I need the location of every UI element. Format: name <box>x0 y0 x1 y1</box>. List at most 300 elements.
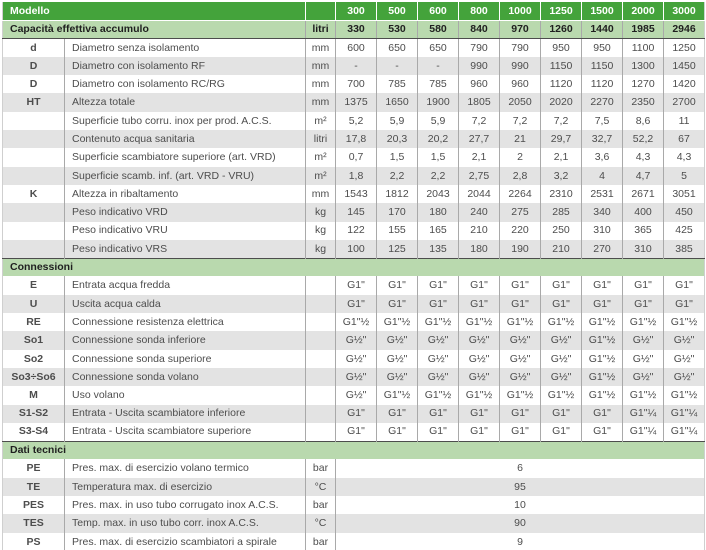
row-label: Entrata - Uscita scambiatore superiore <box>65 423 306 441</box>
row-span-value: 90 <box>336 514 705 532</box>
cell-value: 2044 <box>459 185 500 203</box>
cell-value: G1" <box>500 295 541 313</box>
capacity-label: Capacità effettiva accumulo <box>3 20 306 38</box>
unit-column-header <box>306 2 336 20</box>
row-symbol: d <box>3 39 65 57</box>
table-row <box>3 295 705 313</box>
row-unit: °C <box>306 478 336 496</box>
cell-value: G½" <box>336 331 377 349</box>
model-column-header: 1500 <box>582 2 623 20</box>
row-label: Temp. max. in uso tubo corr. inox A.C.S. <box>65 514 306 532</box>
cell-value: G1" <box>418 405 459 423</box>
cell-value: 7,5 <box>582 112 623 130</box>
cell-value: G1" <box>418 295 459 313</box>
cell-value: G1"½ <box>582 350 623 368</box>
row-symbol: So3÷So6 <box>3 368 65 386</box>
row-symbol: PE <box>3 459 65 477</box>
cell-value: 1250 <box>664 39 705 57</box>
cell-value: 210 <box>541 240 582 258</box>
row-unit: m² <box>306 112 336 130</box>
model-column-header: 3000 <box>664 2 705 20</box>
table-row <box>3 331 705 349</box>
cell-value: G½" <box>500 368 541 386</box>
cell-value: 4,7 <box>623 167 664 185</box>
cell-value: G1" <box>664 276 705 294</box>
row-span-value: 10 <box>336 496 705 514</box>
capacity-value: 330 <box>336 20 377 38</box>
cell-value: 3,6 <box>582 148 623 166</box>
cell-value: 180 <box>459 240 500 258</box>
cell-value: 1812 <box>377 185 418 203</box>
cell-value: G1"½ <box>459 313 500 331</box>
cell-value: G½" <box>664 331 705 349</box>
cell-value: 4,3 <box>623 148 664 166</box>
row-unit <box>306 295 336 313</box>
cell-value: - <box>418 57 459 75</box>
row-symbol <box>3 148 65 166</box>
cell-value: 2043 <box>418 185 459 203</box>
cell-value: 2,8 <box>500 167 541 185</box>
cell-value: 960 <box>459 75 500 93</box>
cell-value: 1,8 <box>336 167 377 185</box>
row-label: Diametro con isolamento RF <box>65 57 306 75</box>
cell-value: G1" <box>336 405 377 423</box>
table-row <box>3 478 705 496</box>
row-label: Pres. max. di esercizio volano termico <box>65 459 306 477</box>
cell-value: G½" <box>459 368 500 386</box>
cell-value: - <box>336 57 377 75</box>
cell-value: 990 <box>500 57 541 75</box>
cell-value: 4,3 <box>664 148 705 166</box>
table-row <box>3 185 705 203</box>
section-header-row <box>3 441 705 459</box>
cell-value: G½" <box>336 386 377 404</box>
row-unit <box>306 276 336 294</box>
cell-value: 285 <box>541 203 582 221</box>
table-row <box>3 386 705 404</box>
section-header-row <box>3 258 705 276</box>
cell-value: 700 <box>336 75 377 93</box>
row-label: Entrata - Uscita scambiatore inferiore <box>65 405 306 423</box>
cell-value: 2700 <box>664 93 705 111</box>
cell-value: G1"½ <box>500 313 541 331</box>
cell-value: 8,6 <box>623 112 664 130</box>
cell-value: G1" <box>459 423 500 441</box>
cell-value: G1" <box>623 295 664 313</box>
cell-value: 2270 <box>582 93 623 111</box>
cell-value: G1" <box>336 423 377 441</box>
row-unit <box>306 313 336 331</box>
cell-value: 240 <box>459 203 500 221</box>
cell-value: G½" <box>418 350 459 368</box>
cell-value: 385 <box>664 240 705 258</box>
cell-value: 1,5 <box>418 148 459 166</box>
cell-value: 990 <box>459 57 500 75</box>
table-row <box>3 222 705 240</box>
cell-value: G½" <box>541 331 582 349</box>
row-unit: mm <box>306 75 336 93</box>
row-unit <box>306 331 336 349</box>
cell-value: 2 <box>500 148 541 166</box>
cell-value: 310 <box>623 240 664 258</box>
row-unit <box>306 386 336 404</box>
table-row <box>3 203 705 221</box>
cell-value: 210 <box>459 222 500 240</box>
cell-value: 650 <box>377 39 418 57</box>
cell-value: G1"½ <box>582 313 623 331</box>
cell-value: G½" <box>377 350 418 368</box>
cell-value: G1"¼ <box>664 405 705 423</box>
cell-value: G1" <box>377 405 418 423</box>
cell-value: 950 <box>541 39 582 57</box>
cell-value: 1543 <box>336 185 377 203</box>
table-row <box>3 313 705 331</box>
cell-value: 52,2 <box>623 130 664 148</box>
cell-value: G½" <box>664 368 705 386</box>
cell-value: G1"½ <box>582 386 623 404</box>
cell-value: 4 <box>582 167 623 185</box>
cell-value: G1" <box>541 295 582 313</box>
cell-value: G1"½ <box>418 386 459 404</box>
row-unit: mm <box>306 39 336 57</box>
cell-value: G½" <box>541 368 582 386</box>
cell-value: 2350 <box>623 93 664 111</box>
row-label: Temperatura max. di esercizio <box>65 478 306 496</box>
row-symbol: TE <box>3 478 65 496</box>
table-row <box>3 276 705 294</box>
cell-value: G½" <box>459 331 500 349</box>
cell-value: 1420 <box>664 75 705 93</box>
row-label: Diametro con isolamento RC/RG <box>65 75 306 93</box>
cell-value: 2,1 <box>459 148 500 166</box>
cell-value: G1"½ <box>582 331 623 349</box>
model-column-header: 300 <box>336 2 377 20</box>
cell-value: 1805 <box>459 93 500 111</box>
cell-value: 7,2 <box>459 112 500 130</box>
cell-value: G1"½ <box>377 313 418 331</box>
cell-value: G1"½ <box>623 386 664 404</box>
cell-value: G½" <box>418 331 459 349</box>
row-symbol: U <box>3 295 65 313</box>
row-unit <box>306 405 336 423</box>
cell-value: G½" <box>336 368 377 386</box>
cell-value: G1" <box>377 423 418 441</box>
table-row <box>3 514 705 532</box>
cell-value: 425 <box>664 222 705 240</box>
table-row <box>3 112 705 130</box>
row-unit: m² <box>306 167 336 185</box>
row-unit: litri <box>306 20 336 38</box>
row-label: Peso indicativo VRS <box>65 240 306 258</box>
cell-value: 950 <box>582 39 623 57</box>
cell-value: 785 <box>377 75 418 93</box>
row-label: Connessione sonda superiore <box>65 350 306 368</box>
table-row <box>3 423 705 441</box>
row-symbol: So1 <box>3 331 65 349</box>
cell-value: 2531 <box>582 185 623 203</box>
cell-value: 20,2 <box>418 130 459 148</box>
row-unit: mm <box>306 93 336 111</box>
cell-value: G½" <box>664 350 705 368</box>
cell-value: G1" <box>336 295 377 313</box>
row-unit: kg <box>306 222 336 240</box>
row-unit: mm <box>306 57 336 75</box>
table-row <box>3 57 705 75</box>
row-label: Superficie scamb. inf. (art. VRD - VRU) <box>65 167 306 185</box>
row-symbol: TES <box>3 514 65 532</box>
cell-value: G1"½ <box>582 368 623 386</box>
cell-value: G1"½ <box>541 386 582 404</box>
row-span-value: 9 <box>336 533 705 550</box>
cell-value: 100 <box>336 240 377 258</box>
cell-value: G1" <box>541 276 582 294</box>
cell-value: 7,2 <box>500 112 541 130</box>
capacity-value: 580 <box>418 20 459 38</box>
cell-value: 3,2 <box>541 167 582 185</box>
row-label: Peso indicativo VRD <box>65 203 306 221</box>
row-label: Uscita acqua calda <box>65 295 306 313</box>
cell-value: G1"½ <box>664 313 705 331</box>
table-row <box>3 459 705 477</box>
table-row <box>3 350 705 368</box>
row-label: Superficie scambiatore superiore (art. VRD) <box>65 148 306 166</box>
cell-value: 275 <box>500 203 541 221</box>
cell-value: G1" <box>459 405 500 423</box>
cell-value: 1100 <box>623 39 664 57</box>
cell-value: 1650 <box>377 93 418 111</box>
model-column-header: 600 <box>418 2 459 20</box>
cell-value: 5,2 <box>336 112 377 130</box>
row-unit: kg <box>306 240 336 258</box>
cell-value: G½" <box>500 331 541 349</box>
capacity-row <box>3 20 705 38</box>
cell-value: 2310 <box>541 185 582 203</box>
row-symbol <box>3 167 65 185</box>
cell-value: 29,7 <box>541 130 582 148</box>
cell-value: G1" <box>500 276 541 294</box>
cell-value: G1" <box>582 276 623 294</box>
section-title: Connessioni <box>3 258 705 276</box>
row-symbol: PES <box>3 496 65 514</box>
cell-value: 365 <box>623 222 664 240</box>
row-symbol: So2 <box>3 350 65 368</box>
cell-value: G1"½ <box>459 386 500 404</box>
cell-value: 155 <box>377 222 418 240</box>
row-symbol: S3-S4 <box>3 423 65 441</box>
cell-value: G½" <box>500 350 541 368</box>
table-row <box>3 148 705 166</box>
cell-value: G1"¼ <box>664 423 705 441</box>
row-symbol: E <box>3 276 65 294</box>
cell-value: 1300 <box>623 57 664 75</box>
table-row <box>3 405 705 423</box>
row-unit: kg <box>306 203 336 221</box>
cell-value: G1" <box>500 405 541 423</box>
cell-value: G1"½ <box>418 313 459 331</box>
row-symbol: S1-S2 <box>3 405 65 423</box>
cell-value: 21 <box>500 130 541 148</box>
row-label: Connessione sonda inferiore <box>65 331 306 349</box>
capacity-value: 1440 <box>582 20 623 38</box>
cell-value: G1" <box>418 276 459 294</box>
row-unit: litri <box>306 130 336 148</box>
cell-value: 250 <box>541 222 582 240</box>
row-unit <box>306 350 336 368</box>
row-label: Diametro senza isolamento <box>65 39 306 57</box>
cell-value: 450 <box>664 203 705 221</box>
cell-value: 67 <box>664 130 705 148</box>
cell-value: 2,75 <box>459 167 500 185</box>
table-title: Modello <box>3 2 306 20</box>
cell-value: 1900 <box>418 93 459 111</box>
cell-value: 2671 <box>623 185 664 203</box>
cell-value: 180 <box>418 203 459 221</box>
cell-value: 135 <box>418 240 459 258</box>
table-row <box>3 93 705 111</box>
cell-value: 790 <box>459 39 500 57</box>
cell-value: G½" <box>623 350 664 368</box>
capacity-value: 1985 <box>623 20 664 38</box>
cell-value: G½" <box>336 350 377 368</box>
row-unit: bar <box>306 533 336 550</box>
cell-value: 2050 <box>500 93 541 111</box>
row-label: Contenuto acqua sanitaria <box>65 130 306 148</box>
cell-value: 400 <box>623 203 664 221</box>
row-label: Superficie tubo corru. inox per prod. A.C.S. <box>65 112 306 130</box>
row-symbol: HT <box>3 93 65 111</box>
cell-value: 310 <box>582 222 623 240</box>
cell-value: 790 <box>500 39 541 57</box>
row-symbol: D <box>3 75 65 93</box>
cell-value: 2264 <box>500 185 541 203</box>
row-unit: bar <box>306 459 336 477</box>
cell-value: 1120 <box>541 75 582 93</box>
cell-value: 1270 <box>623 75 664 93</box>
row-symbol: RE <box>3 313 65 331</box>
cell-value: G1"½ <box>541 313 582 331</box>
cell-value: G½" <box>377 368 418 386</box>
cell-value: 122 <box>336 222 377 240</box>
cell-value: G1" <box>623 276 664 294</box>
model-column-header: 800 <box>459 2 500 20</box>
cell-value: G1"½ <box>336 313 377 331</box>
cell-value: G1" <box>664 295 705 313</box>
cell-value: G½" <box>623 368 664 386</box>
table-row <box>3 240 705 258</box>
row-symbol: M <box>3 386 65 404</box>
cell-value: G1" <box>582 423 623 441</box>
row-symbol <box>3 130 65 148</box>
row-label: Connessione resistenza elettrica <box>65 313 306 331</box>
cell-value: G½" <box>418 368 459 386</box>
table-row <box>3 39 705 57</box>
cell-value: G1" <box>541 405 582 423</box>
capacity-value: 530 <box>377 20 418 38</box>
row-label: Pres. max. in uso tubo corrugato inox A.C.S. <box>65 496 306 514</box>
cell-value: G1"½ <box>500 386 541 404</box>
cell-value: 20,3 <box>377 130 418 148</box>
cell-value: 3051 <box>664 185 705 203</box>
table-row <box>3 167 705 185</box>
cell-value: 2,2 <box>377 167 418 185</box>
cell-value: 960 <box>500 75 541 93</box>
cell-value: G½" <box>377 331 418 349</box>
capacity-value: 840 <box>459 20 500 38</box>
cell-value: 0,7 <box>336 148 377 166</box>
cell-value: 270 <box>582 240 623 258</box>
row-symbol: PS <box>3 533 65 550</box>
table-row <box>3 130 705 148</box>
cell-value: G1" <box>582 405 623 423</box>
cell-value: G1"½ <box>623 313 664 331</box>
cell-value: 190 <box>500 240 541 258</box>
cell-value: 1150 <box>541 57 582 75</box>
cell-value: 600 <box>336 39 377 57</box>
cell-value: G1" <box>418 423 459 441</box>
cell-value: 650 <box>418 39 459 57</box>
row-span-value: 95 <box>336 478 705 496</box>
cell-value: 7,2 <box>541 112 582 130</box>
model-column-header: 1250 <box>541 2 582 20</box>
row-symbol <box>3 203 65 221</box>
cell-value: 27,7 <box>459 130 500 148</box>
cell-value: 11 <box>664 112 705 130</box>
capacity-value: 2946 <box>664 20 705 38</box>
table-row <box>3 496 705 514</box>
row-unit <box>306 423 336 441</box>
cell-value: G1"¼ <box>623 405 664 423</box>
cell-value: 125 <box>377 240 418 258</box>
row-unit <box>306 368 336 386</box>
row-span-value: 6 <box>336 459 705 477</box>
model-column-header: 2000 <box>623 2 664 20</box>
cell-value: 5,9 <box>418 112 459 130</box>
row-unit: m² <box>306 148 336 166</box>
cell-value: G1" <box>541 423 582 441</box>
row-label: Peso indicativo VRU <box>65 222 306 240</box>
row-unit: bar <box>306 496 336 514</box>
cell-value: 340 <box>582 203 623 221</box>
cell-value: 5 <box>664 167 705 185</box>
capacity-value: 970 <box>500 20 541 38</box>
cell-value: 1375 <box>336 93 377 111</box>
cell-value: 5,9 <box>377 112 418 130</box>
cell-value: G1" <box>459 295 500 313</box>
cell-value: 1150 <box>582 57 623 75</box>
cell-value: 785 <box>418 75 459 93</box>
cell-value: G1" <box>377 276 418 294</box>
cell-value: G1" <box>582 295 623 313</box>
cell-value: 1120 <box>582 75 623 93</box>
cell-value: G1" <box>500 423 541 441</box>
row-unit: mm <box>306 185 336 203</box>
table-row <box>3 533 705 550</box>
capacity-value: 1260 <box>541 20 582 38</box>
cell-value: G½" <box>623 331 664 349</box>
row-label: Entrata acqua fredda <box>65 276 306 294</box>
cell-value: 170 <box>377 203 418 221</box>
cell-value: G1"¼ <box>623 423 664 441</box>
row-label: Altezza totale <box>65 93 306 111</box>
table-row <box>3 368 705 386</box>
row-label: Connessione sonda volano <box>65 368 306 386</box>
cell-value: G½" <box>541 350 582 368</box>
table-row <box>3 75 705 93</box>
cell-value: 145 <box>336 203 377 221</box>
cell-value: 17,8 <box>336 130 377 148</box>
row-symbol <box>3 240 65 258</box>
cell-value: G1"½ <box>664 386 705 404</box>
